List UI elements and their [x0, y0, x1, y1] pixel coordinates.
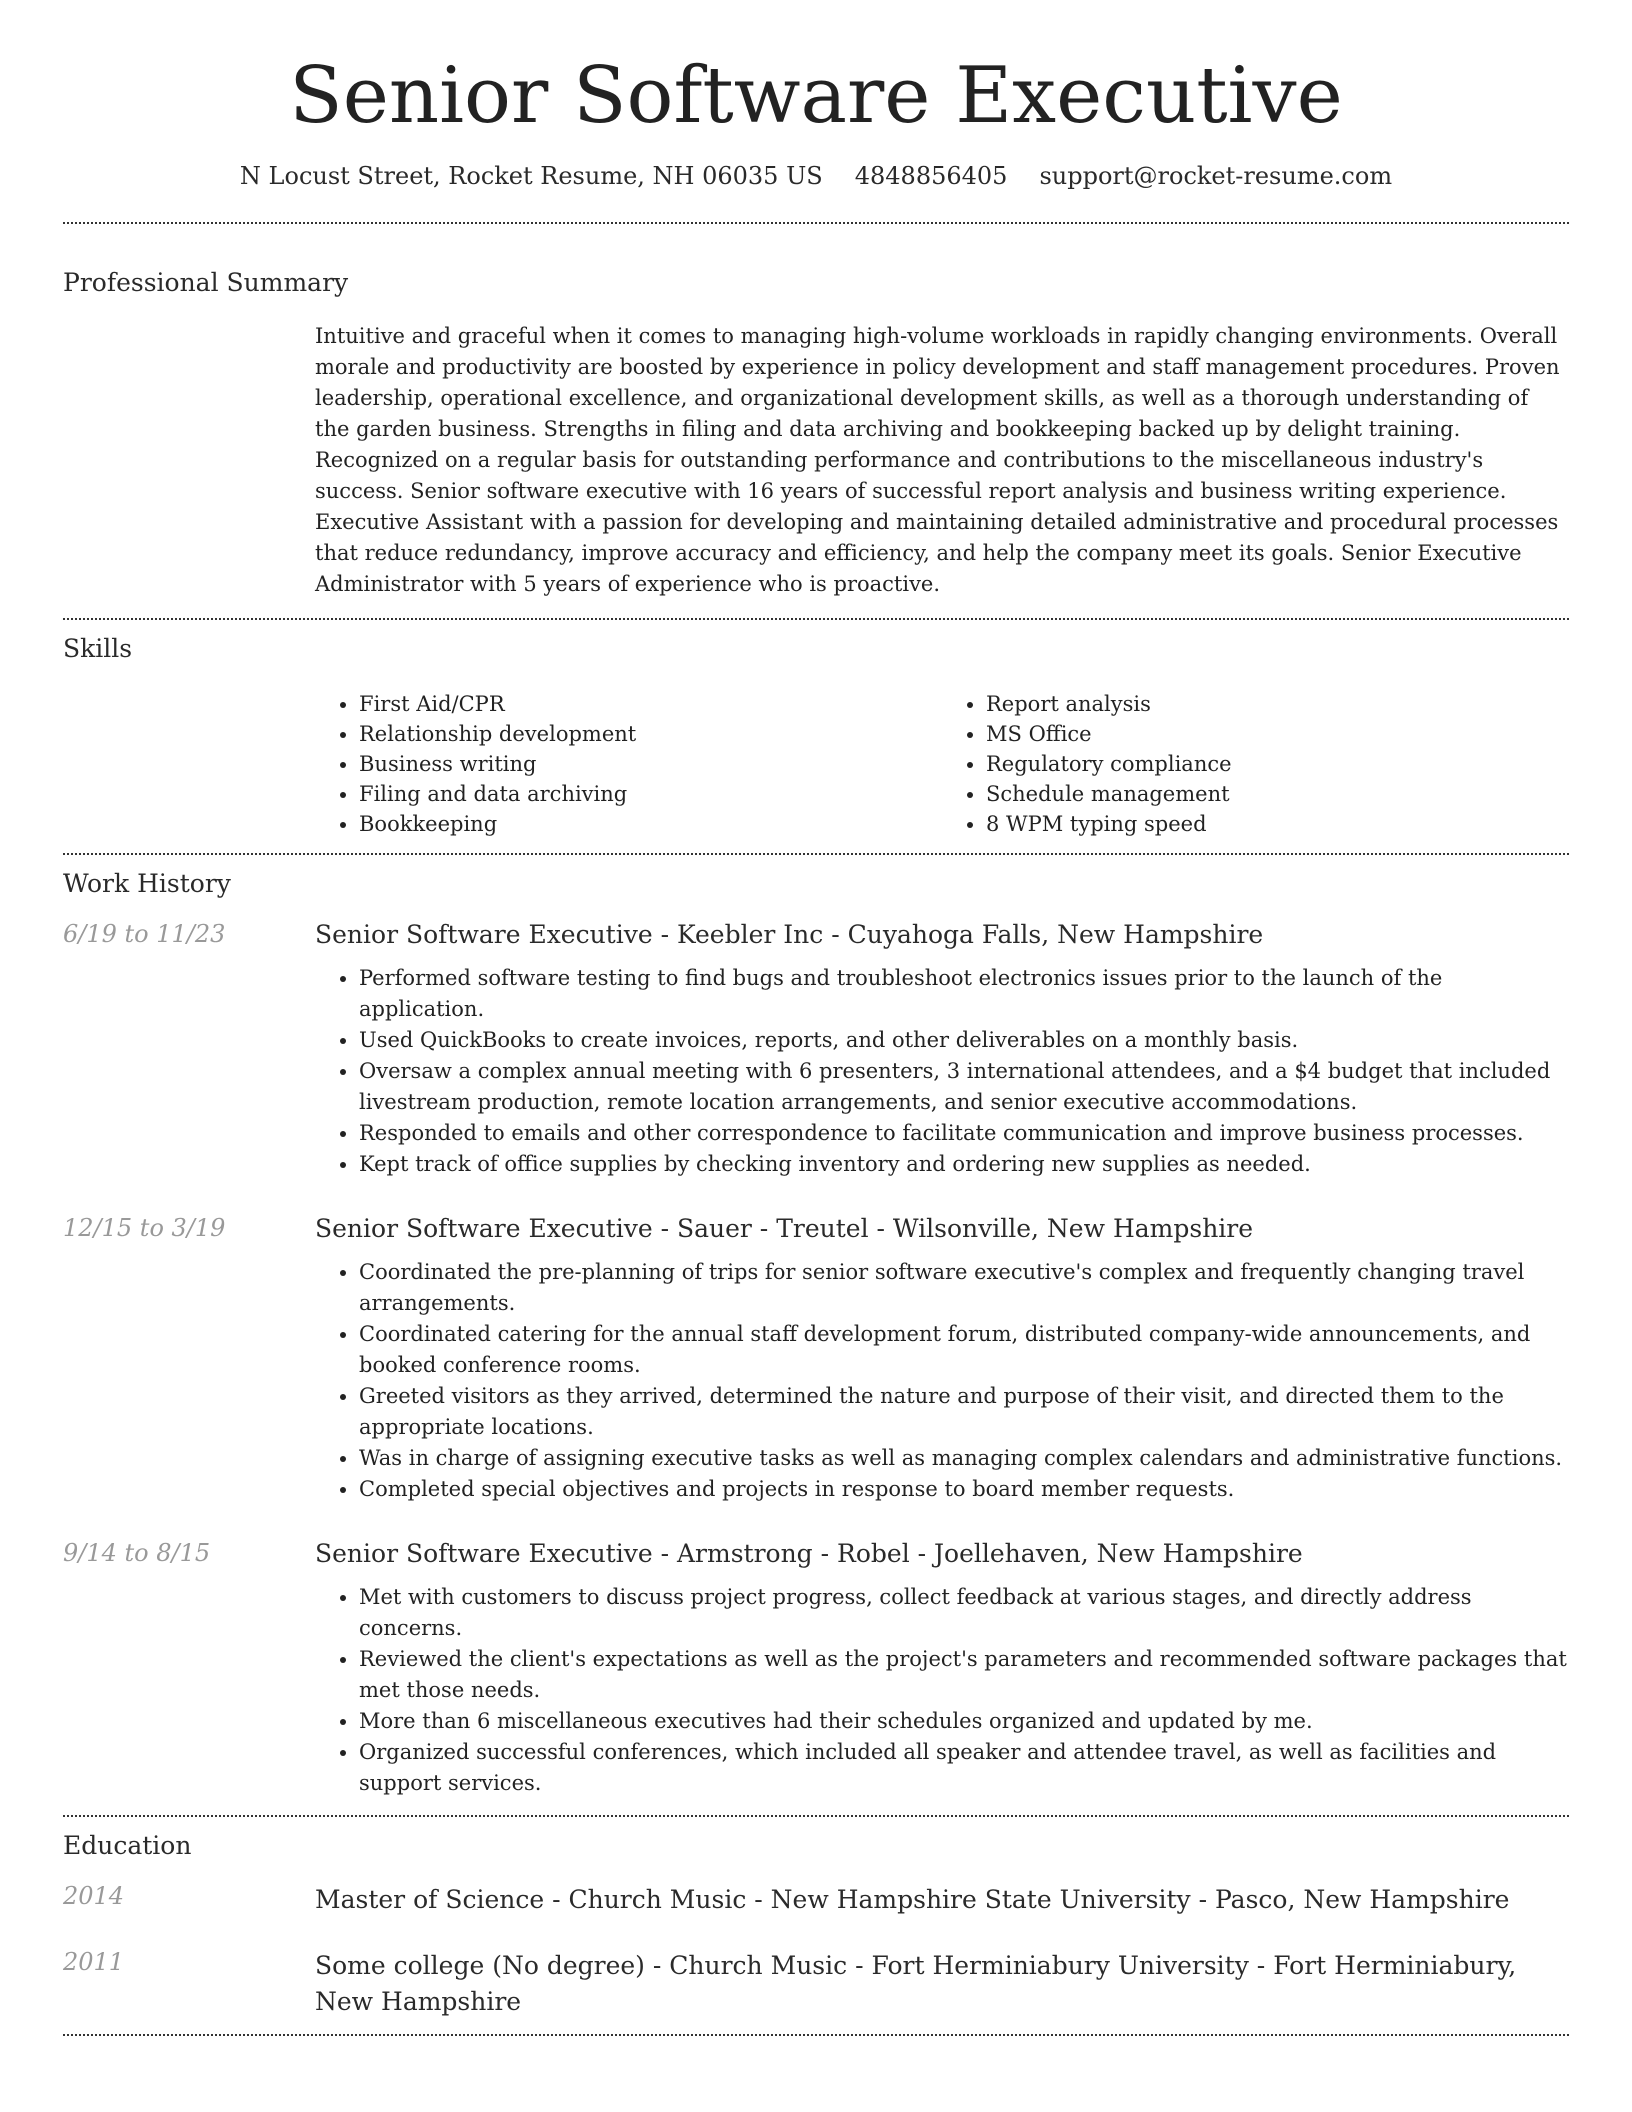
job-dates: 12/15 to 3/19 — [63, 1213, 226, 1242]
education-text: Master of Science - Church Music - New Hampshire State University - Pasco, New Hampshire — [315, 1884, 1510, 1914]
skills-list-right — [942, 689, 1569, 839]
job-bullets — [315, 1257, 1569, 1505]
job-dates-col — [63, 1539, 315, 1799]
skill-item: • MS Office — [986, 719, 1569, 749]
job-bullet: • Kept track of office supplies by checking inventory and ordering new supplies as needed. — [359, 1149, 1569, 1180]
education-entry — [63, 1948, 1569, 2020]
skill-item: • Schedule management — [986, 779, 1569, 809]
job-details — [315, 1539, 1569, 1799]
job-bullet: • Organized successful conferences, which included all speaker and attendee travel, as well as facilities and support services. — [359, 1737, 1569, 1799]
work-section — [63, 855, 1569, 1815]
job-entry — [63, 1539, 1569, 1799]
skill-item: • Relationship development — [359, 719, 942, 749]
candidate-name: Senior Software Executive — [289, 51, 1343, 141]
skill-item: • Report analysis — [986, 689, 1569, 719]
skill-item: • 8 WPM typing speed — [986, 809, 1569, 839]
job-dates-col — [63, 1214, 315, 1505]
job-heading: Senior Software Executive - Armstrong - Robel - Joellehaven, New Hampshire — [315, 1538, 1303, 1568]
job-entry — [63, 920, 1569, 1180]
job-dates-col — [63, 920, 315, 1180]
job-bullet: • Coordinated catering for the annual staff development forum, distributed company-wide announcements, and booked conference rooms. — [359, 1319, 1569, 1381]
job-bullet: • Met with customers to discuss project progress, collect feedback at various stages, and directly address concerns. — [359, 1582, 1569, 1644]
education-entry — [63, 1882, 1569, 1918]
education-year-col — [63, 1948, 315, 2020]
job-entry — [63, 1214, 1569, 1505]
education-year: 2014 — [63, 1881, 125, 1910]
skill-item: • Regulatory compliance — [986, 749, 1569, 779]
skills-list-left — [315, 689, 942, 839]
job-dates: 6/19 to 11/23 — [63, 919, 226, 948]
education-year-col — [63, 1882, 315, 1918]
job-bullet: • Coordinated the pre-planning of trips for senior software executive's complex and frequently changing travel arrangements. — [359, 1257, 1569, 1319]
job-bullet: • Responded to emails and other correspondence to facilitate communication and improve business processes. — [359, 1118, 1569, 1149]
job-bullet: • Used QuickBooks to create invoices, reports, and other deliverables on a monthly basis. — [359, 1025, 1569, 1056]
phone: 4848856405 — [854, 161, 1008, 190]
job-bullet: • More than 6 miscellaneous executives had their schedules organized and updated by me. — [359, 1706, 1569, 1737]
job-bullet: • Greeted visitors as they arrived, determined the nature and purpose of their visit, and directed them to the appropriate locations. — [359, 1381, 1569, 1443]
job-dates: 9/14 to 8/15 — [63, 1538, 211, 1567]
contact-line — [63, 162, 1569, 190]
job-details — [315, 920, 1569, 1180]
job-bullet: • Performed software testing to find bugs and troubleshoot electronics issues prior to the launch of the application. — [359, 963, 1569, 1025]
summary-section — [63, 224, 1569, 618]
summary-text: Intuitive and graceful when it comes to managing high-volume workloads in rapidly changing environments. Overall morale and productivity are boosted by experience in policy development and staff management procedures. Proven leadership, operational excellence, and organizational development skills, as well as a thorough understanding of the garden business. Strengths in filing and data archiving and bookkeeping backed up by delight training. Recognized on a regular basis for outstanding performance and contributions to the miscellaneous industry's success. Senior software executive with 16 years of successful report analysis and business writing experience. Executive Assistant with a passion for developing and maintaining detailed administrative and procedural processes that reduce redundancy, improve accuracy and efficiency, and help the company meet its goals. Senior Executive Administrator with 5 years of experience who is proactive. — [315, 323, 1560, 596]
job-heading: Senior Software Executive - Keebler Inc - Cuyahoga Falls, New Hampshire — [315, 919, 1264, 949]
section-title-skills: Skills — [63, 633, 133, 663]
education-details — [315, 1948, 1569, 2020]
job-heading: Senior Software Executive - Sauer - Treutel - Wilsonville, New Hampshire — [315, 1213, 1254, 1243]
skills-section — [63, 620, 1569, 853]
job-bullet: • Reviewed the client's expectations as well as the project's parameters and recommended software packages that met those needs. — [359, 1644, 1569, 1706]
resume-header — [63, 0, 1569, 190]
section-title-work: Work History — [63, 868, 231, 898]
education-details — [315, 1882, 1569, 1918]
section-title-education: Education — [63, 1830, 192, 1860]
job-bullet: • Completed special objectives and projects in response to board member requests. — [359, 1474, 1569, 1505]
job-bullets — [315, 1582, 1569, 1799]
email: support@rocket-resume.com — [1039, 161, 1393, 190]
education-text: Some college (No degree) - Church Music - Fort Herminiabury University - Fort Herminiabury, New Hampshire — [315, 1950, 1517, 2016]
job-details — [315, 1214, 1569, 1505]
education-section — [63, 1817, 1569, 2034]
job-bullet: • Was in charge of assigning executive tasks as well as managing complex calendars and administrative functions. — [359, 1443, 1569, 1474]
job-list — [63, 920, 1569, 1815]
skill-item: • Business writing — [359, 749, 942, 779]
education-year: 2011 — [63, 1947, 125, 1976]
skill-item: • First Aid/CPR — [359, 689, 942, 719]
job-bullets — [315, 963, 1569, 1180]
skill-item: • Bookkeeping — [359, 809, 942, 839]
divider — [63, 2034, 1569, 2036]
education-list — [63, 1882, 1569, 2034]
job-bullet: • Oversaw a complex annual meeting with 6 presenters, 3 international attendees, and a $4 budget that included livestream production, remote location arrangements, and senior executive accommodations. — [359, 1056, 1569, 1118]
skill-item: • Filing and data archiving — [359, 779, 942, 809]
address: N Locust Street, Rocket Resume, NH 06035 US — [239, 161, 823, 190]
section-title-summary: Professional Summary — [63, 267, 349, 297]
